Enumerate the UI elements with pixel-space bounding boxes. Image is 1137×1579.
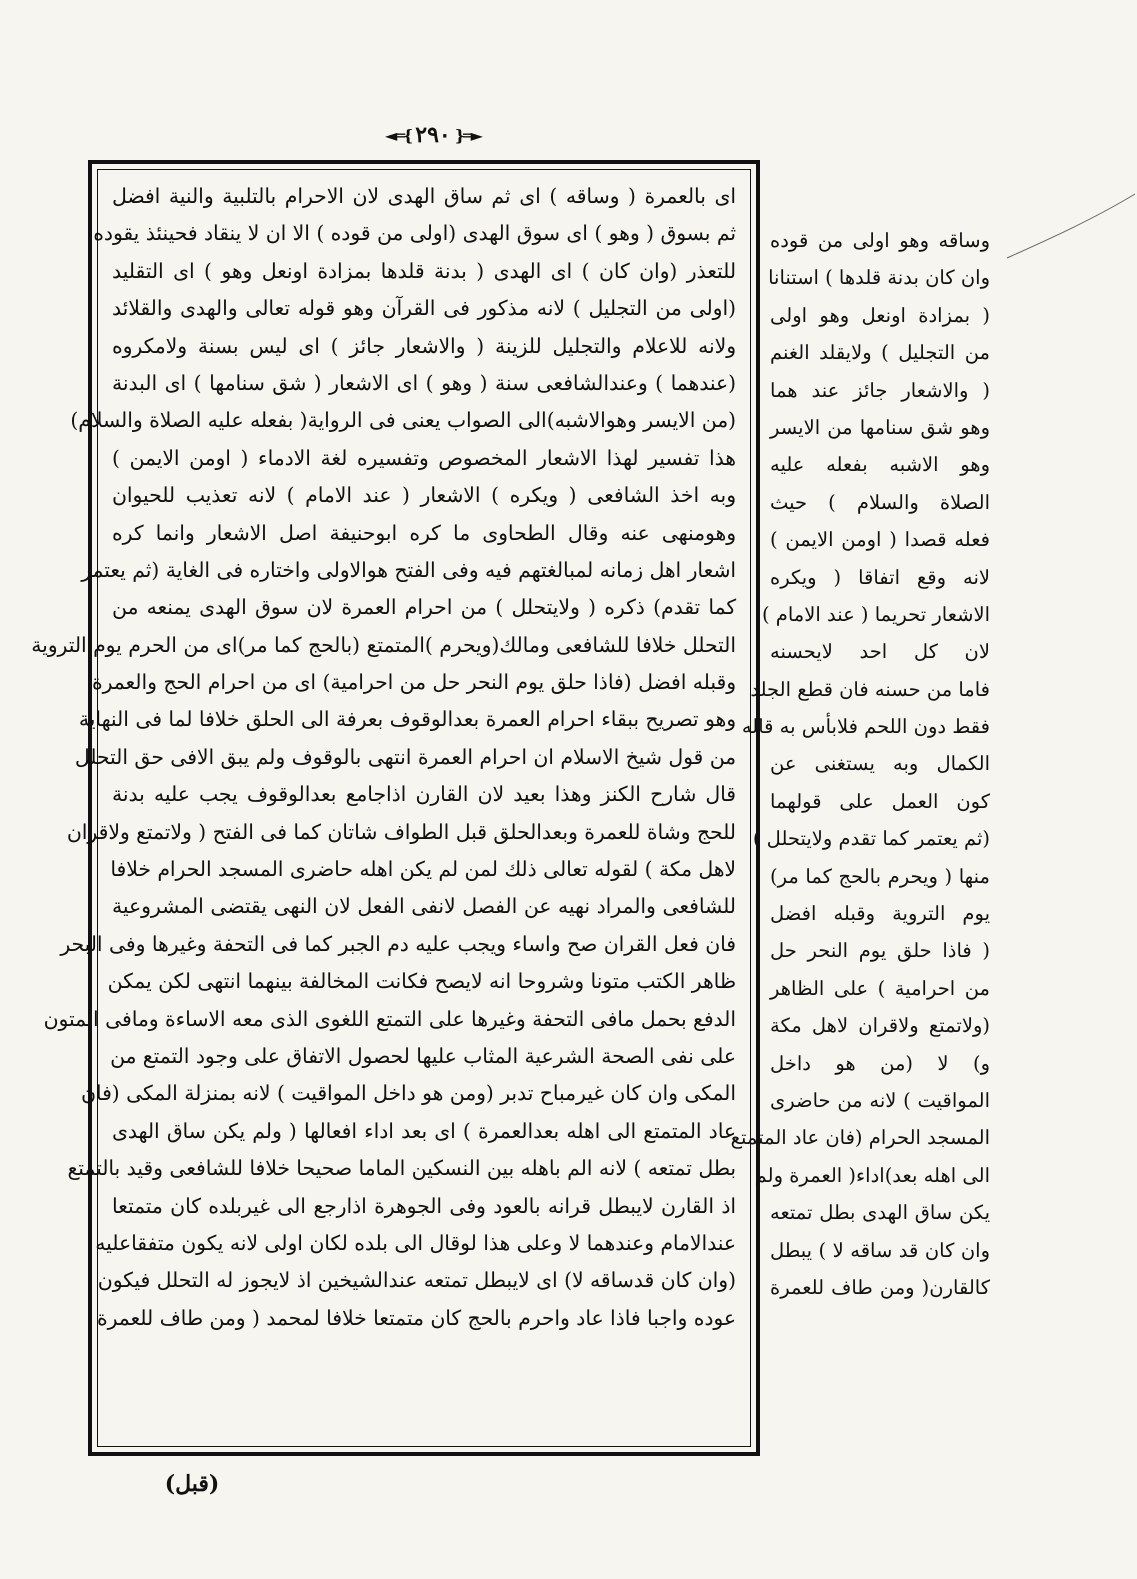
commentary-line: (وان كان قدساقه لا) اى لايبطل تمتعه عندالشيخين اذ لايجوز له التحلل فيكون	[97, 1268, 736, 1293]
matn-line: فقط دون اللحم فلابأس به قاله	[741, 715, 990, 739]
stray-pen-mark	[997, 180, 1137, 270]
commentary-line: فان فعل القران صح واساء ويجب عليه دم الجبر كما فى التحفة وغيرها وفى البحر	[60, 931, 736, 956]
commentary-line: (عندهما ) وعندالشافعى سنة ( وهو ) اى الاشعار ( شق سنامها ) اى البدنة	[112, 370, 736, 395]
commentary-line: قال شارح الكنز وهذا بعيد لان القارن اذاجامع بعدالوقوف يجب عليه بدنة	[112, 782, 736, 807]
commentary-line: وقبله افضل (فاذا حلق يوم النحر حل من احرامية) اى من احرام الحج والعمرة	[91, 670, 736, 695]
matn-line: يوم التروية وقبله افضل	[770, 902, 990, 926]
commentary-line: هذا تفسير لهذا الاشعار المخصوص وتفسيره لغة الادماء ( اومن الايمن )	[112, 445, 736, 470]
matn-line: يكن ساق الهدى بطل تمتعه	[770, 1201, 990, 1225]
commentary-line: بطل تمتعه ) لانه الم باهله بين النسكين الماما صحيحا خلافا للشافعى وقيد بالتمتع	[67, 1156, 736, 1181]
commentary-line: للشافعى والمراد نهيه عن الفصل لانفى الفعل لان النهى يقتضى المشروعية	[112, 894, 736, 919]
commentary-line: كما تقدم) ذكره ( ولايتحلل ) من احرام العمرة لان سوق الهدى يمنعه من	[112, 595, 736, 620]
commentary-line: للحج وشاة للعمرة وبعدالحلق قبل الطواف شاتان كما فى الفتح ( ولاتمتع ولاقران	[66, 819, 736, 844]
commentary-line: التحلل خلافا للشافعى ومالك(ويحرم )المتمتع (بالحج كما مر)اى من الحرم يوم التروية	[31, 632, 736, 657]
matn-line: المسجد الحرام (فان عاد المتمتع	[730, 1126, 990, 1150]
commentary-line: على نفى الصحة الشرعية المثاب عليها لحصول الاتفاق على وجود التمتع من	[110, 1043, 736, 1068]
matn-line: وان كان قد ساقه لا ) يبطل	[770, 1238, 990, 1262]
commentary-frame	[31, 160, 760, 1456]
matn-line: فاما من حسنه فان قطع الجلد	[750, 677, 990, 701]
matn-line: وهو الاشبه بفعله عليه	[770, 453, 990, 477]
margin-matn-text	[730, 222, 990, 1306]
commentary-line: ظاهر الكتب متونا وشروحا انه لايصح فكانت المخالفة بينهما انتهى لكن يمكن	[107, 969, 736, 994]
page-number-ornament-left: ◄═{	[385, 125, 412, 145]
matn-line: و) لا (من هو داخل	[770, 1051, 990, 1075]
matn-line: ( والاشعار جائز عند هما	[770, 378, 990, 402]
catchword: (قبل)	[164, 1471, 220, 1497]
commentary-line: عاد المتمتع الى اهله بعدالعمرة ) اى بعد اداء افعالها ( ولم يكن ساق الهدى	[112, 1118, 736, 1143]
matn-line: فعله قصدا ( اومن الايمن )	[770, 528, 990, 552]
commentary-line: ثم بسوق ( وهو ) اى سوق الهدى (اولى من قوده ) الا ان لا ينقاد فحينئذ يقوده	[93, 221, 736, 246]
matn-line: الى اهله بعد)اداء( العمرة ولم	[754, 1163, 990, 1187]
page-number-value: ٢٩٠	[415, 122, 451, 148]
commentary-line: (اولى من التجليل ) لانه مذكور فى القرآن وهو قوله تعالى والهدى والقلائد	[112, 296, 736, 321]
matn-line: الكمال وبه يستغنى عن	[770, 752, 990, 776]
commentary-line: المكى وان كان غيرمباح تدبر (ومن هو داخل المواقيت ) لانه بمنزلة المكى (فان	[81, 1081, 736, 1106]
matn-line: كون العمل على قولهما	[770, 789, 990, 813]
matn-line: منها ( ويحرم بالحج كما مر)	[770, 864, 990, 888]
commentary-line: عندالامام وعندهما لا وعلى هذا لوقال الى بلده لكان اولى لانه يكون متفقاعليه	[95, 1230, 736, 1255]
commentary-line: الدفع بحمل مافى التحفة وغيرها على التمتع اللغوى الذى معه الاساءة ومافى المتون	[43, 1006, 736, 1031]
matn-line: وهو شق سنامها من الايسر	[770, 415, 990, 439]
commentary-line: عوده واجبا فاذا عاد واحرم بالحج كان متمتعا خلافا لمحمد ( ومن طاف للعمرة	[96, 1305, 736, 1330]
matn-line: وساقه وهو اولى من قوده	[770, 229, 990, 252]
commentary-line: اذ القارن لايبطل قرانه بالعود وفى الجوهرة اذارجع الى غيربلده كان متمتعا	[112, 1193, 736, 1218]
commentary-line: اى بالعمرة ( وساقه ) اى ثم ساق الهدى لان الاحرام بالتلبية والنية افضل	[112, 184, 736, 208]
matn-line: (ثم يعتمر كما تقدم ولايتحلل )	[752, 827, 990, 851]
matn-line: لانه وقع اتفاقا ( ويكره	[770, 565, 990, 589]
matn-line: (ولاتمتع ولاقران لاهل مكة	[770, 1014, 990, 1038]
commentary-body	[31, 169, 751, 1447]
commentary-line: للتعذر (وان كان ) اى الهدى ( بدنة قلدها بمزادة اونعل وهو ) اى التقليد	[112, 258, 736, 283]
matn-line: ( بمزادة اونعل وهو اولى	[770, 303, 990, 327]
matn-line: الصلاة والسلام ) حيث	[770, 490, 990, 514]
page-number-ornament-right: }═►	[454, 125, 481, 145]
commentary-line: ولانه للاعلام والتجليل للزينة ( والاشعار جائز ) اى ليس بسنة ولامكروه	[112, 333, 736, 358]
matn-line: كالقارن( ومن طاف للعمرة	[770, 1275, 990, 1299]
matn-line: من التجليل ) ولايقلد الغنم	[770, 341, 990, 365]
matn-line: من احرامية ) على الظاهر	[770, 976, 990, 1000]
matn-line: لان كل احد لايحسنه	[770, 640, 990, 664]
commentary-line: وهومنهى عنه وقال الطحاوى ما كره ابوحنيفة اصل الاشعار وانما كره	[112, 520, 736, 545]
commentary-line: لاهل مكة ) لقوله تعالى ذلك لمن لم يكن اهله حاضرى المسجد الحرام خلافا	[110, 857, 736, 882]
commentary-line: من قول شيخ الاسلام ان احرام العمرة انتهى بالوقوف ولم يبق الافى حق التحلل	[74, 744, 736, 769]
matn-line: المواقيت ) لانه من حاضرى	[770, 1088, 990, 1112]
matn-line: الاشعار تحريما ( عند الامام )	[761, 602, 990, 626]
commentary-line: وهو تصريح ببقاء احرام العمرة بعدالوقوف بعرفة الى الحلق خلافا لما فى النهاية	[78, 707, 736, 732]
page-number	[368, 118, 498, 152]
commentary-line: اشعار اهل زمانه لمبالغتهم فيه وفى الفتح هوالاولى واختاره فى الغاية (ثم يعتمر	[81, 557, 736, 582]
matn-line: ( فاذا حلق يوم النحر حل	[770, 939, 990, 963]
commentary-line: (من الايسر وهوالاشبه)الى الصواب يعنى فى الرواية( بفعله عليه الصلاة والسلام)	[70, 408, 736, 433]
commentary-line: وبه اخذ الشافعى ( ويكره ) الاشعار ( عند الامام ) لانه تعذيب للحيوان	[112, 483, 736, 508]
matn-line: وان كان بدنة قلدها ) استنانا	[768, 266, 990, 290]
